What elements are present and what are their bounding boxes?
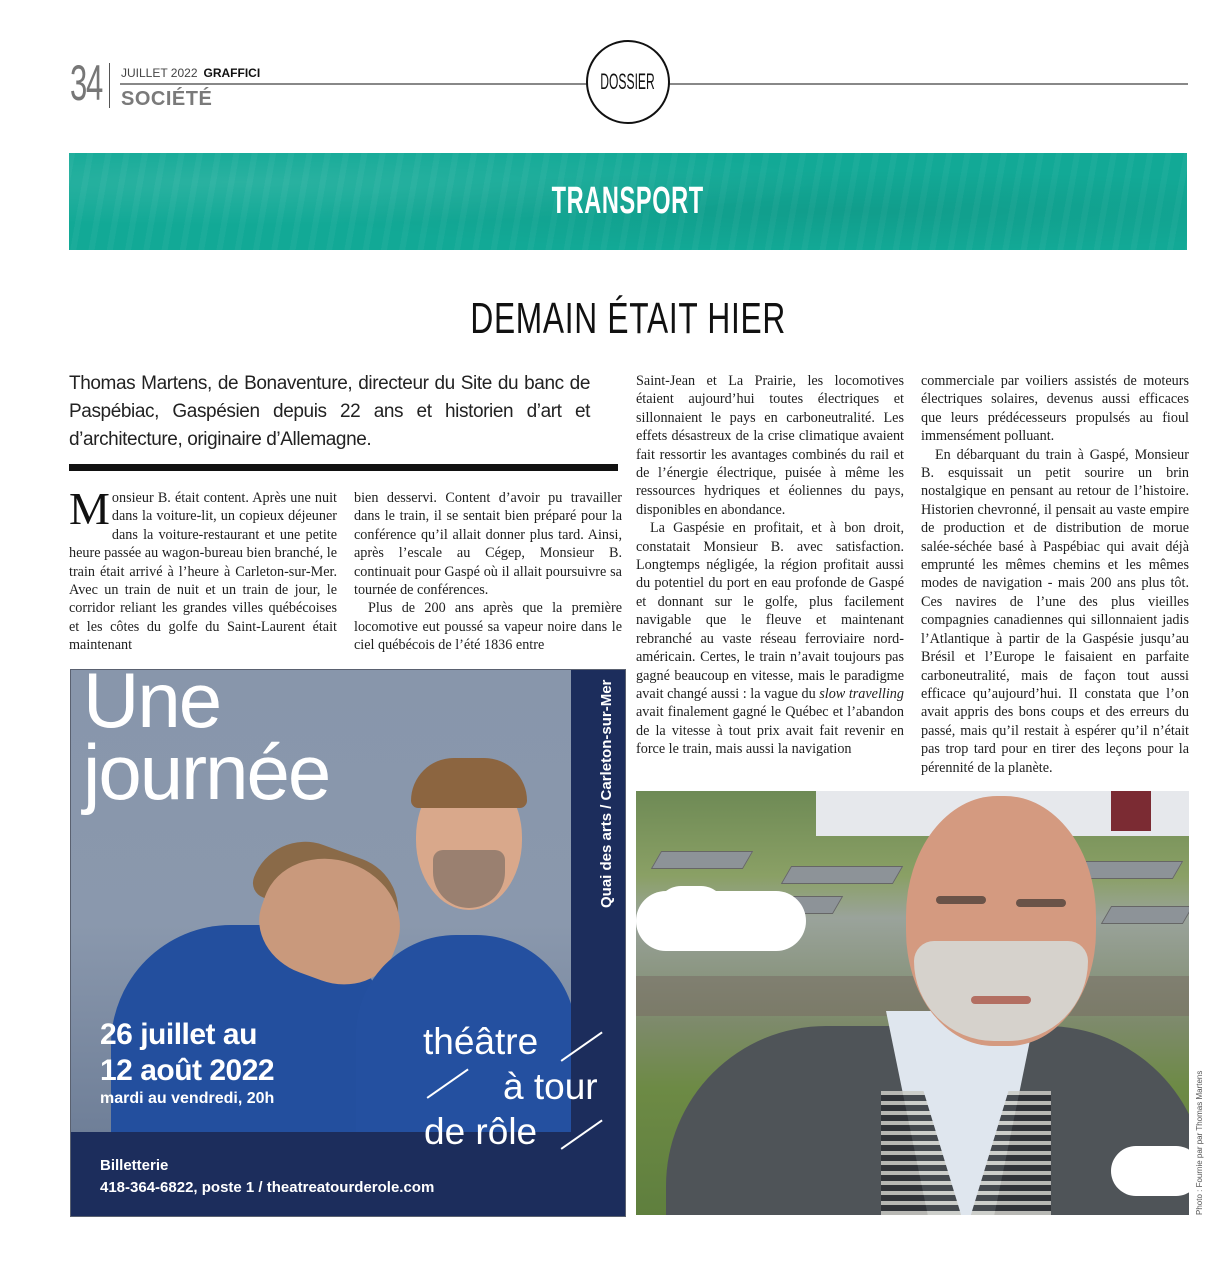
ad-schedule: mardi au vendredi, 20h <box>100 1090 275 1107</box>
paragraph-3-continued: commerciale par voiliers assistés de moteurs électriques solaires, devenus aussi efficaces que leurs prédécesseurs propulsés au fioul immensément polluant. <box>921 373 1189 445</box>
ad-headline-line-2: journée <box>83 728 330 816</box>
paragraph-4: En débarquant du train à Gaspé, Monsieur B. esquissait un petit sourire un brin nostalgique en pensant au retour de l’histoire. Historien chevronné, il pensait au vaste empire de production et de distribution de morue salée-séchée basé à Paspébiac qui avait déjà emprunté les mêmes chemins et les mêmes modes de navigation - mais 200 ans plus tôt. Ces navires de l’une des plus vieilles compagnies canadiennes qui sillonnaient jadis l’Atlantique à partir de la Gaspésie jusqu’au Brésil et l’Europe le faisaient en parfaite carboneutralité, mais de façon tout aussi efficace qu’aujourd’hui. Il constata que l’on avait appris des bons coups et des erreurs du passé, mais qu’il restait à espérer qu’il n’était pas trop tard pour en tirer des leçons pour la pérennité de la planète. <box>921 446 1189 776</box>
ad-headline-line-1: Une <box>83 669 221 744</box>
drying-rack <box>1101 906 1189 924</box>
publication-name: GRAFFICI <box>203 66 261 80</box>
photo-credit: Photo : Fournie par par Thomas Martens <box>1195 1070 1204 1215</box>
building-door <box>1111 791 1151 831</box>
ad-dates-line-2: 12 août 2022 <box>100 1054 275 1087</box>
ad-venue: Quai des arts / Carleton-sur-Mer <box>598 680 615 909</box>
article-column-4 <box>921 372 1189 777</box>
dossier-label: DOSSIER <box>600 69 656 94</box>
drying-rack <box>651 851 753 869</box>
header-divider <box>109 63 110 108</box>
article-title-text: DEMAIN ÉTAIT HIER <box>470 294 786 343</box>
issue-date: JUILLET 2022 <box>121 66 198 80</box>
ad-brand-line-1: théâtre <box>423 1021 539 1062</box>
paragraph-1: onsieur B. était content. Après une nuit dans la voiture-lit, un copieux déjeuner dans la voiture-restaurant et une petite heure passée au wagon-bureau bien branché, le train était arrivé à l’heure à Carleton-sur-Mer. Avec un train de nuit et un train de jour, le corridor reliant les grandes villes québécoises et les côtes du golfe du Saint-Laurent était maintenant <box>69 490 337 654</box>
lead-rule <box>69 464 618 471</box>
box-office-label: Billetterie <box>100 1157 169 1174</box>
paragraph-2-continued: Saint-Jean et La Prairie, les locomotives étaient aujourd’hui toutes électriques et sillonnaient le pays en carboneutralité. Les effets désastreux de la crise climatique avaient fait ressortir les avantages combinés du rail et de l’énergie électrique, puisée à même les ressources hydriques et éoliennes du pays, disponibles en abondance. <box>636 373 904 518</box>
article-column-2 <box>354 489 622 655</box>
article-column-1 <box>69 483 337 655</box>
theatre-advertisement[interactable] <box>70 669 626 1217</box>
issue-info <box>121 66 260 80</box>
ad-headline <box>83 669 330 816</box>
article-title <box>0 294 1228 344</box>
path <box>636 976 1189 1016</box>
paragraph-2: Plus de 200 ans après que la première locomotive eut poussé sa vapeur noire dans le ciel québécois de l’été 1836 entre <box>354 600 622 654</box>
man-mouth <box>971 996 1031 1004</box>
actor-2-hair <box>411 758 527 808</box>
drop-cap: M <box>69 483 110 534</box>
ad-footer <box>71 1132 625 1216</box>
ad-brand-line-3: de rôle <box>424 1111 538 1152</box>
box-office-contact[interactable]: 418-364-6822, poste 1 / theatreatourderole.com <box>100 1179 435 1196</box>
page-number: 34 <box>70 55 103 111</box>
category-label: TRANSPORT <box>551 180 705 222</box>
cloud-icon <box>656 886 726 936</box>
paragraph-3-text-b: avait finalement gagné le Québec et l’abandon de la vitesse à tout prix avait fait revenir en force le train, mais aussi la navigation <box>636 704 904 758</box>
dossier-badge <box>586 40 670 124</box>
article-lead: Thomas Martens, de Bonaventure, directeur du Site du banc de Paspébiac, Gaspésien depuis 22 ans et historien d’art et d’architecture, originaire d’Allemagne. <box>69 373 590 450</box>
ad-dates-line-1: 26 juillet au <box>100 1018 257 1051</box>
cloud-icon <box>1111 1146 1189 1196</box>
portrait-photo <box>636 791 1189 1215</box>
article-column-3 <box>636 372 904 759</box>
man-brow <box>1016 899 1066 907</box>
ad-brand-line-2: à tour <box>503 1066 598 1107</box>
category-banner <box>69 153 1187 250</box>
drying-rack <box>781 866 903 884</box>
italic-term: slow travelling <box>819 685 904 702</box>
paragraph-1-continued: bien desservi. Content d’avoir pu travailler dans le train, il se sentait bien préparé pour la conférence qu’il allait donner plus tard. Ainsi, après l’escale au Cégep, Monsieur B. continuait pour Gaspé où il allait poursuivre sa tournée de conférences. <box>354 490 622 599</box>
paragraph-3 <box>636 519 904 758</box>
ad-dates <box>100 1017 274 1089</box>
paragraph-3-text-a: La Gaspésie en profitait, et à bon droit, constatait Monsieur B. avec satisfaction. Longtemps négligée, la région profitait aussi du potentiel du port en eau profonde de Gaspé et donnant sur le golfe, plus facilement navigable que le fleuve et maintenant rebranché au vaste réseau ferroviaire nord-américain. Certes, le train n’avait toujours pas gagné beaucoup en vitesse, mais le paradigme avait changé aussi : la vague du <box>636 520 904 702</box>
section-name: SOCIÉTÉ <box>121 88 213 110</box>
man-brow <box>936 896 986 904</box>
